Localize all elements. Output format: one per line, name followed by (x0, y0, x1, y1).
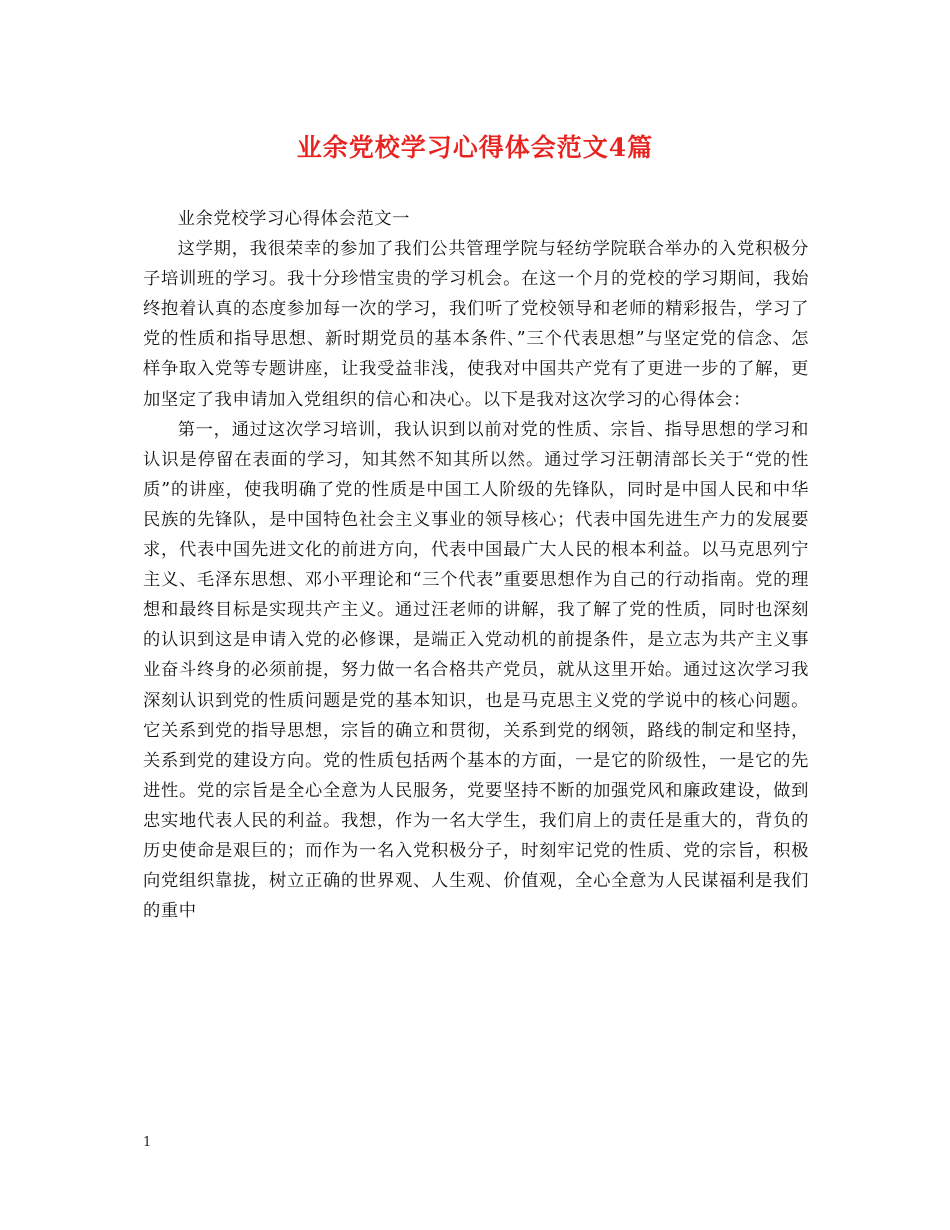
section-heading: 业余党校学习心得体会范文一 (177, 209, 411, 229)
document-body (143, 204, 809, 926)
paragraph-intro: 这学期，我很荣幸的参加了我们公共管理学院与轻纺学院联合举办的入党积极分子培训班的学习。我十分珍惜宝贵的学习机会。在这一个月的党校的学习期间，我始终抱着认真的态度参加每一次的学习，我们听了党校领导和老师的精彩报告，学习了党的性质和指导思想、新时期党员的基本条件、”三个代表思想”与坚定党的信念、怎样争取入党等专题讲座，让我受益非浅，使我对中国共产党有了更进一步的了解，更加坚定了我申请加入党组织的信心和决心。以下是我对这次学习的心得体会： (143, 239, 809, 410)
page-title: 业余党校学习心得体会范文4篇 (296, 133, 654, 162)
paragraph-first-point: 第一，通过这次学习培训，我认识到以前对党的性质、宗旨、指导思想的学习和认识是停留在表面的学习，知其然不知其所以然。通过学习汪朝清部长关于“党的性质”的讲座，使我明确了党的性质是中国工人阶级的先锋队，同时是中国人民和中华民族的先锋队，是中国特色社会主义事业的领导核心；代表中国先进生产力的发展要求，代表中国先进文化的前进方向，代表中国最广大人民的根本利益。以马克思列宁主义、毛泽东思想、邓小平理论和“三个代表”重要思想作为自己的行动指南。党的理想和最终目标是实现共产主义。通过汪老师的讲解，我了解了党的性质，同时也深刻的认识到这是申请入党的必修课，是端正入党动机的前提条件，是立志为共产主义事业奋斗终身的必须前提，努力做一名合格共产党员，就从这里开始。通过这次学习我深刻认识到党的性质问题是党的基本知识，也是马克思主义党的学说中的核心问题。它关系到党的指导思想，宗旨的确立和贯彻，关系到党的纲领，路线的制定和坚持，关系到党的建设方向。党的性质包括两个基本的方面，一是它的阶级性，一是它的先进性。党的宗旨是全心全意为人民服务，党要坚持不断的加强党风和廉政建设，做到忠实地代表人民的利益。我想，作为一名大学生，我们肩上的责任是重大的，背负的历史使命是艰巨的；而作为一名入党积极分子，时刻牢记党的性质、党的宗旨，积极向党组织靠拢，树立正确的世界观、人生观、价值观，全心全意为人民谋福利是我们的重中 (143, 419, 809, 922)
page-number: 1 (143, 1135, 152, 1150)
